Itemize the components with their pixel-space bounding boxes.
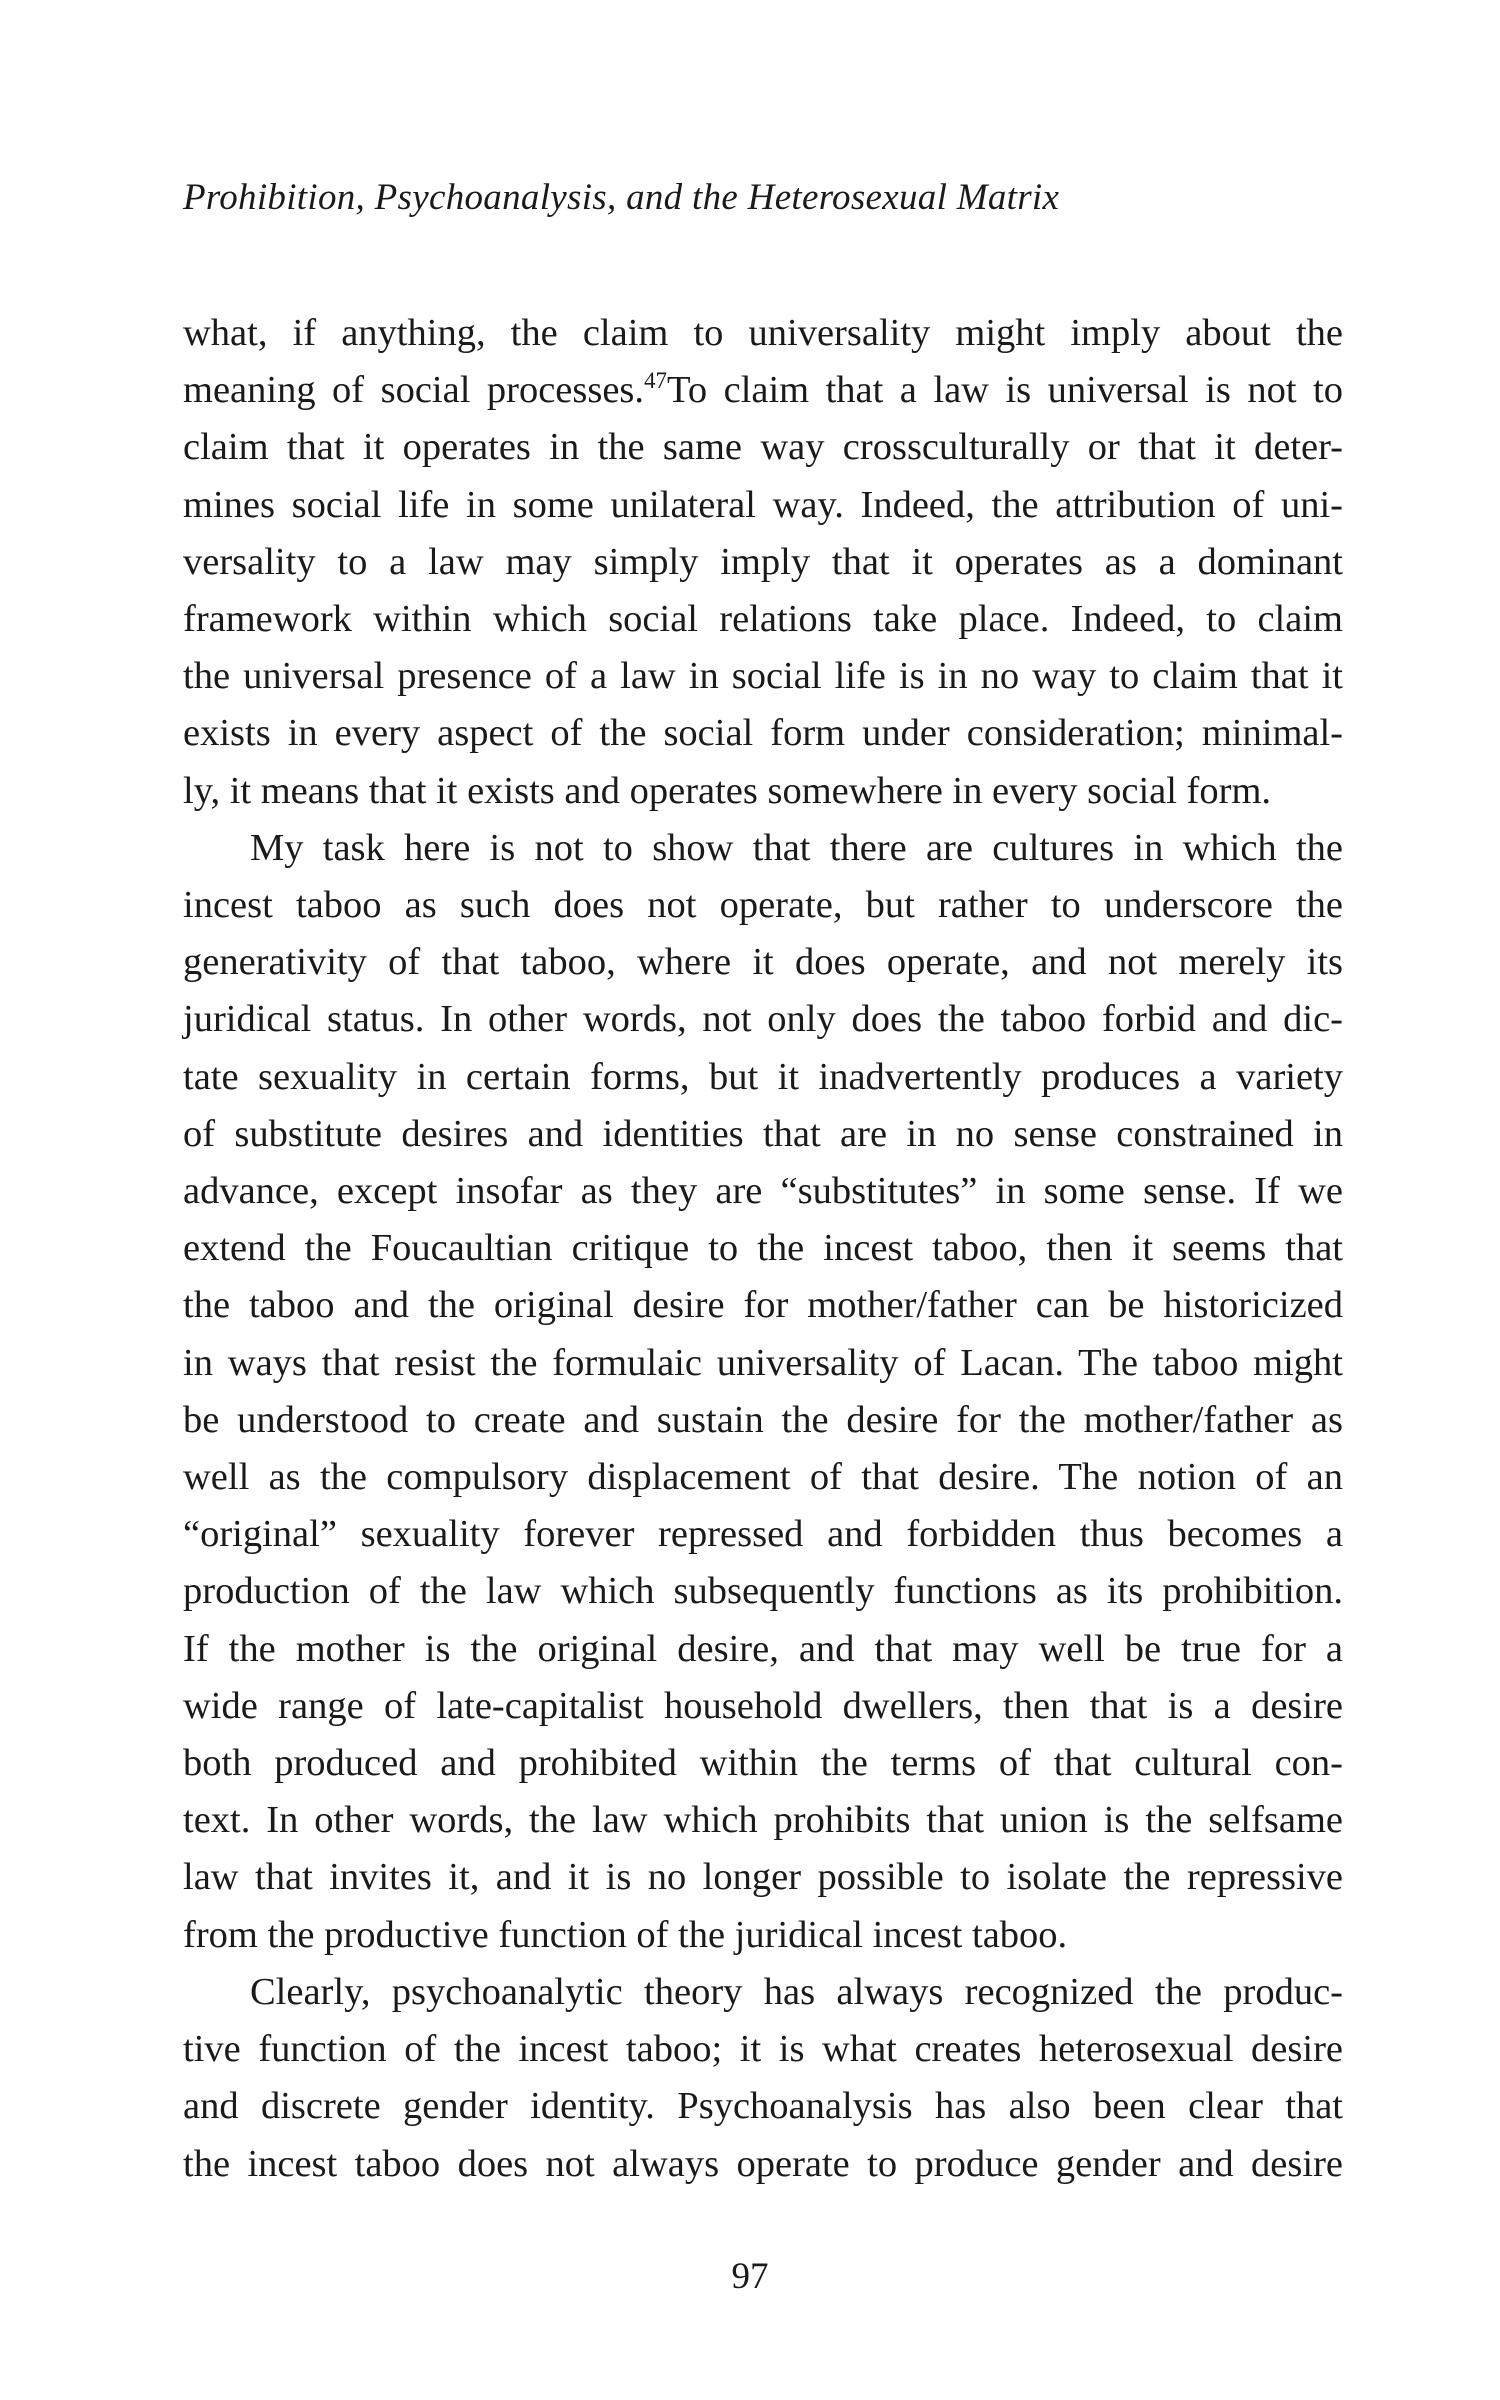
paragraph-2-line-11: be understood to create and sustain the desire for the mother/father as bbox=[183, 1398, 1343, 1441]
paragraph-3-line-4: the incest taboo does not always operate to produce gender and desire bbox=[183, 2142, 1343, 2185]
paragraph-1-line-4: mines social life in some unilateral way. Indeed, the attribution of uni- bbox=[183, 483, 1343, 526]
paragraph-1-line-2 bbox=[183, 362, 1343, 419]
paragraph-1-line-5: versality to a law may simply imply that it operates as a dominant bbox=[183, 540, 1343, 583]
paragraph-1-line-9: ly, it means that it exists and operates somewhere in every social form. bbox=[183, 769, 1272, 812]
paragraph-1-line-3: claim that it operates in the same way crossculturally or that it deter- bbox=[183, 426, 1343, 469]
paragraph-1-line-2-start: meaning of social processes. bbox=[183, 369, 645, 412]
paragraph-2-line-1: My task here is not to show that there are cultures in which the bbox=[250, 826, 1343, 869]
paragraph-2-line-13: “original” sexuality forever repressed and forbidden thus becomes a bbox=[183, 1513, 1343, 1556]
paragraph-2-line-3: generativity of that taboo, where it does operate, and not merely its bbox=[183, 941, 1343, 984]
body-text bbox=[183, 305, 1343, 2193]
paragraph-2-line-15: If the mother is the original desire, and that may well be true for a bbox=[183, 1627, 1343, 1670]
paragraph-1-line-8: exists in every aspect of the social form under consideration; minimal- bbox=[183, 712, 1343, 755]
paragraph-1-line-1: what, if anything, the claim to universality might imply about the bbox=[183, 312, 1343, 354]
paragraph-2-line-9: the taboo and the original desire for mother/father can be historicized bbox=[183, 1284, 1343, 1327]
footnote-ref: 47 bbox=[644, 368, 668, 394]
paragraph-1-line-6: framework within which social relations take place. Indeed, to claim bbox=[183, 598, 1343, 641]
paragraph-2-line-10: in ways that resist the formulaic universality of Lacan. The taboo might bbox=[183, 1341, 1343, 1384]
paragraph-2-line-8: extend the Foucaultian critique to the incest taboo, then it seems that bbox=[183, 1227, 1343, 1270]
paragraph-2-line-18: text. In other words, the law which prohibits that union is the selfsame bbox=[183, 1799, 1343, 1842]
paragraph-2-line-7: advance, except insofar as they are “substitutes” in some sense. If we bbox=[183, 1170, 1343, 1213]
paragraph-3-line-1: Clearly, psychoanalytic theory has always recognized the produc- bbox=[250, 1970, 1343, 2013]
paragraph-2-line-14: production of the law which subsequently functions as its prohibition. bbox=[183, 1570, 1343, 1613]
running-head: Prohibition, Psychoanalysis, and the Heterosexual Matrix bbox=[183, 177, 1060, 218]
paragraph-2-line-6: of substitute desires and identities that are in no sense constrained in bbox=[183, 1112, 1343, 1155]
paragraph-1-line-7: the universal presence of a law in social life is in no way to claim that it bbox=[183, 655, 1343, 698]
paragraph-2-line-20: from the productive function of the juridical incest taboo. bbox=[183, 1913, 1068, 1956]
page-number: 97 bbox=[731, 2256, 769, 2297]
paragraph-1-line-2-end: To claim that a law is universal is not to bbox=[667, 369, 1343, 412]
paragraph-2-line-2: incest taboo as such does not operate, but rather to underscore the bbox=[183, 884, 1343, 927]
paragraph-3-line-2: tive function of the incest taboo; it is what creates heterosexual desire bbox=[183, 2028, 1343, 2071]
paragraph-2-line-5: tate sexuality in certain forms, but it inadvertently produces a variety bbox=[183, 1055, 1343, 1098]
paragraph-2-line-17: both produced and prohibited within the terms of that cultural con- bbox=[183, 1742, 1343, 1785]
paragraph-3-line-3: and discrete gender identity. Psychoanalysis has also been clear that bbox=[183, 2085, 1343, 2128]
paragraph-2-line-12: well as the compulsory displacement of that desire. The notion of an bbox=[183, 1456, 1343, 1499]
paragraph-2-line-19: law that invites it, and it is no longer possible to isolate the repressive bbox=[183, 1856, 1343, 1899]
paragraph-2-line-16: wide range of late-capitalist household dwellers, then that is a desire bbox=[183, 1684, 1343, 1727]
paragraph-2-line-4: juridical status. In other words, not only does the taboo forbid and dic- bbox=[183, 998, 1343, 1041]
